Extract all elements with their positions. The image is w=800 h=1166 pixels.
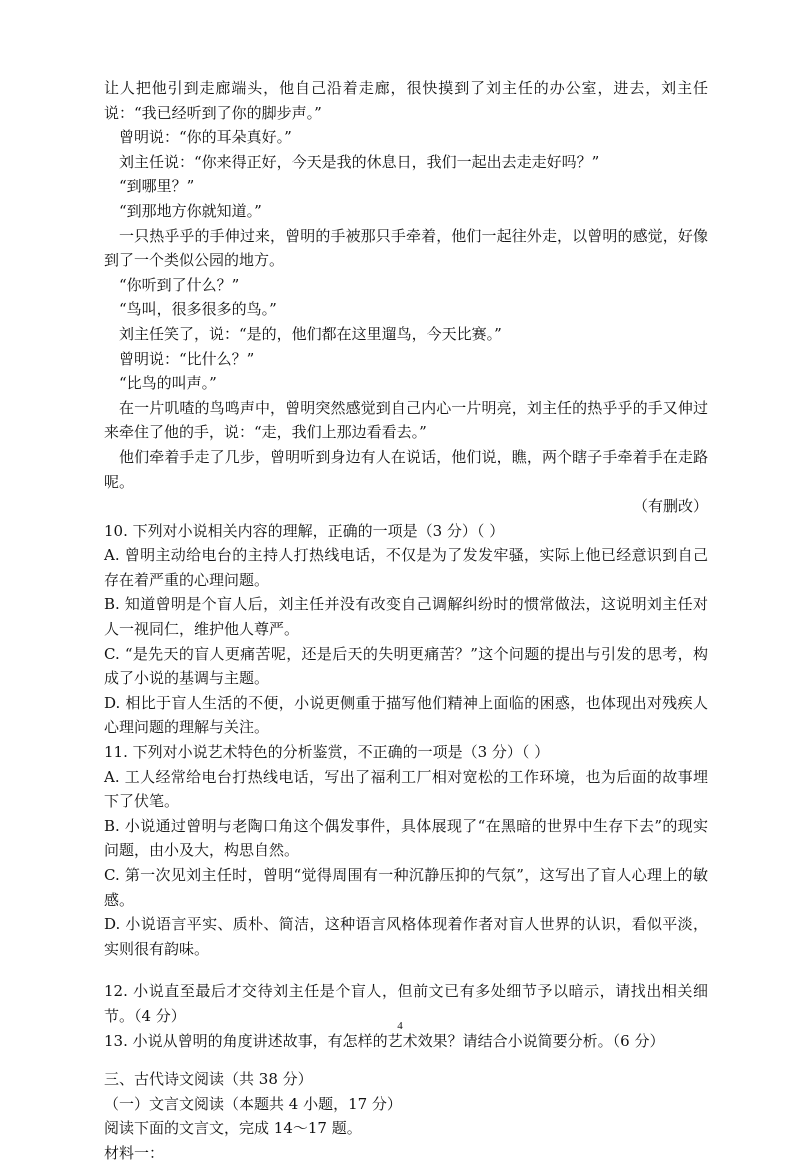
question-11 [104,740,708,961]
story-excerpt [104,76,708,519]
story-paragraph: “到哪里？” [119,177,195,196]
section-3 [104,1067,708,1165]
question-stem: 11. 下列对小说艺术特色的分析鉴赏，不正确的一项是（3 分）（ ） [104,743,550,762]
story-paragraph: “鸟叫，很多很多的鸟。” [119,300,277,319]
story-paragraph: “比鸟的叫声。” [119,374,217,393]
question-13: 13. 小说从曾明的角度讲述故事，有怎样的艺术效果？请结合小说简要分析。（6 分） [104,1031,665,1050]
question-10 [104,519,708,740]
edit-note: （有删改） [632,497,708,516]
story-paragraph: “到那地方你就知道。” [119,201,262,220]
story-paragraph: 曾明说：“比什么？” [119,349,255,368]
story-paragraph: 他们牵着手走了几步，曾明听到身边有人在说话，他们说，瞧，两个瞎子手牵着手在走路呢。 [104,447,708,491]
spacer [104,961,708,979]
story-paragraph: 让人把他引到走廊端头，他自己沿着走廊，很快摸到了刘主任的办公室，进去，刘主任说：“我已经听到了你的脚步声。” [104,79,708,122]
section-instruction: 阅读下面的文言文，完成 14～17 题。 [104,1119,362,1138]
section-subtitle: （一）文言文阅读（本题共 4 小题，17 分） [104,1094,402,1113]
option-c: C. 第一次见刘主任时，曾明“觉得周围有一种沉静压抑的气氛”，这写出了盲人心理上的敏感。 [104,866,708,909]
story-paragraph: 一只热乎乎的手伸过来，曾明的手被那只手牵着，他们一起往外走，以曾明的感觉，好像到了一个类似公园的地方。 [104,226,708,270]
section-title: 三、古代诗文阅读（共 38 分） [104,1070,313,1089]
option-b: B. 知道曾明是个盲人后，刘主任并没有改变自己调解纠纷时的惯常做法，这说明刘主任对人一视同仁，维护他人尊严。 [104,595,708,639]
question-stem: 10. 下列对小说相关内容的理解，正确的一项是（3 分）（ ） [104,521,505,540]
option-d: D. 小说语言平实、质朴、简洁，这种语言风格体现着作者对盲人世界的认识，看似平淡，实则很有韵味。 [104,915,708,958]
option-d: D. 相比于盲人生活的不便，小说更侧重于描写他们精神上面临的困惑，也体现出对残疾人心理问题的理解与关注。 [104,693,708,737]
question-12: 12. 小说直至最后才交待刘主任是个盲人，但前文已有多处细节予以暗示，请找出相关细节。（4 分） [104,982,708,1025]
material-label: 材料一： [104,1143,165,1162]
story-paragraph: 刘主任说：“你来得正好，今天是我的休息日，我们一起出去走走好吗？” [119,152,600,171]
story-paragraph: 在一片叽喳的鸟鸣声中，曾明突然感觉到自己内心一片明亮，刘主任的热乎乎的手又伸过来牵住了他的手，说：“走，我们上那边看看去。” [104,398,708,442]
story-paragraph: 曾明说：“你的耳朵真好。” [119,128,292,147]
spacer [104,1053,708,1067]
story-paragraph: 刘主任笑了，说：“是的，他们都在这里遛鸟，今天比赛。” [119,324,502,343]
option-a: A. 曾明主动给电台的主持人打热线电话，不仅是为了发发牢骚，实际上他已经意识到自己存在着严重的心理问题。 [104,546,708,589]
option-b: B. 小说通过曾明与老陶口角这个偶发事件，具体展现了“在黑暗的世界中生存下去”的现实问题，由小及大，构思自然。 [104,816,708,860]
story-paragraph: “你听到了什么？” [119,275,240,294]
option-a: A. 工人经常给电台打热线电话，写出了福利工厂相对宽松的工作环境，也为后面的故事埋下了伏笔。 [104,767,708,811]
page-content [104,76,708,1166]
option-c: C. “是先天的盲人更痛苦呢，还是后天的失明更痛苦？”这个问题的提出与引发的思考，构成了小说的基调与主题。 [104,644,708,688]
page-number: 4 [397,1020,403,1032]
